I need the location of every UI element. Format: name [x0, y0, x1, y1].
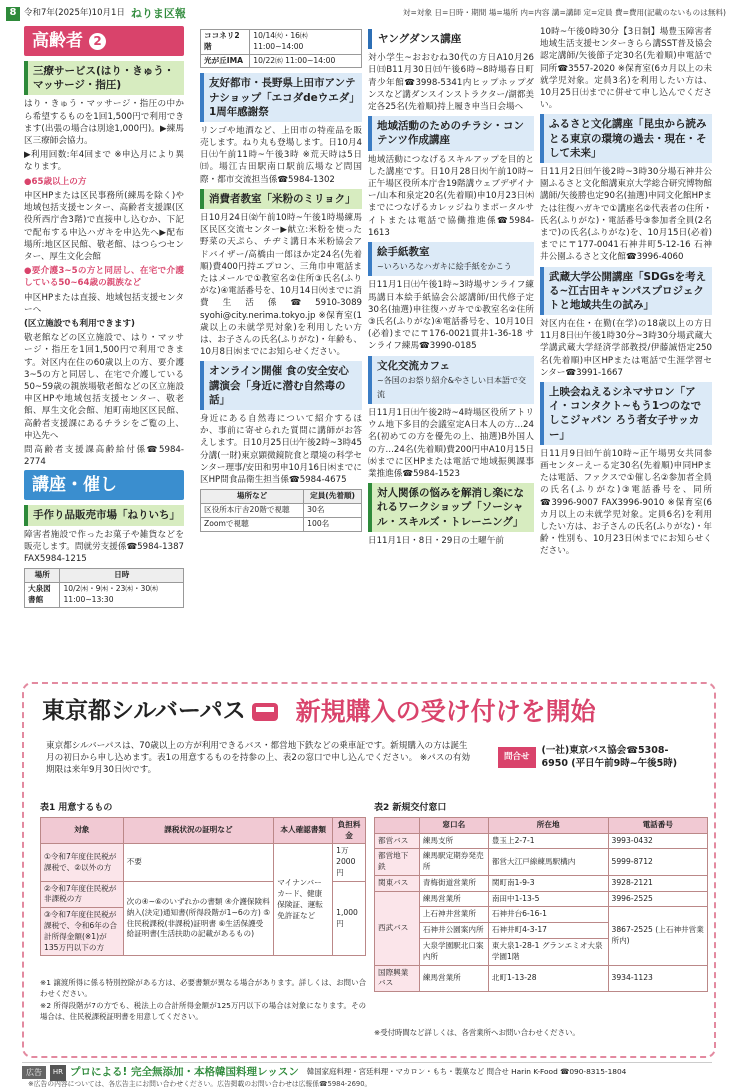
- promo-title-2: 新規購入の受け付けを開始: [295, 697, 596, 726]
- table-header: 対象: [41, 817, 124, 844]
- promo-contact: [498, 744, 692, 771]
- article-body: 10時~午後0時30分【3日制】場豊玉障害者地域生活支援センターきらら講SST普及協会認定講師/矢後節子定30名(先着順)申電話で同所☎3557-2020 ※保育室(6カ月以上の未就学児対象。定員3名)を利用したい方は、10月25日㈯までに併せて申し込んでください。: [540, 27, 712, 111]
- article-body: 身近にある自然毒について紹介するほか、事前に寄せられた質問に講師がお答えします。日10月25日㈯午後2時~3時45分講(一財)東京顕微鏡院食と環境の科学センター理事/安田和男申10月16日㈭までに区HP問食品衛生担当係☎5984-4675: [200, 414, 362, 486]
- table-header: 電話番号: [608, 817, 708, 833]
- table-header: 日時: [60, 569, 184, 583]
- table-cell: 大泉学園駅北口案内所: [419, 939, 488, 966]
- table-cell: 3928-2121: [608, 875, 708, 891]
- table-header: 場所など: [201, 490, 304, 504]
- article-title: 手作り品販売市場「ねりいち」: [24, 505, 184, 525]
- article-body: 日11月1日㈯午後1時~3時場サンライフ練馬講日本絵手紙協会公認講師/田代修子定30名(抽選)申往復ハガキで①教室名②住所③氏名(ふりがな)④電話番号を、10月10日(必着)までに〒176-0021貫井1-36-18 サンライフ練馬☎3990-0185: [368, 280, 534, 352]
- table-cell: 3993-0432: [608, 833, 708, 849]
- table-cell: 都営大江戸線練馬駅構内: [488, 849, 608, 876]
- column-2: [200, 26, 362, 537]
- table-header: 本人確認書類: [274, 817, 333, 844]
- ad-details: 韓国家庭料理・宮廷料理・マカロン・もち・製菓など 問合せ Harin K-Food ☎090-8315-1804: [306, 1067, 627, 1077]
- section-title: 高齢者: [32, 31, 83, 51]
- schedule-table: [24, 568, 184, 607]
- table-cell: 練馬支所: [419, 833, 488, 849]
- table-cell: 上石神井営業所: [419, 907, 488, 923]
- article-title: 地域活動のためのチラシ・コンテンツ作成講座: [368, 116, 534, 150]
- article-body: はり・きゅう・マッサージ・指圧の中から希望するものを1回1,500円で利用できます(出張の場合は別途1,000円)。▶練馬区三療師会協力。: [24, 99, 184, 147]
- table-cell: 1,000円: [333, 881, 366, 956]
- requirements-table: [40, 817, 366, 957]
- table-cell: 30名: [304, 504, 362, 518]
- table-header: 負担料金: [333, 817, 366, 844]
- table-cell: 区役所本庁舎20階で視聴: [201, 504, 304, 518]
- column-4: [540, 26, 712, 560]
- table-cell: ③令和7年度住民税が課税で、令和6年の合計所得金額(※1)が135万円以下の方: [41, 908, 124, 956]
- table-cell: 5999-8712: [608, 849, 708, 876]
- table-cell: Zoomで視聴: [201, 517, 304, 531]
- symbol-legend: 対=対象 日=日時・期間 場=場所 内=内容 講=講師 定=定員 費=費用(記載のないものは無料): [402, 8, 726, 18]
- table-cell: 3934-1123: [608, 965, 708, 992]
- table-cell: 3867-2525 (上石神井営業所内): [608, 907, 708, 965]
- note: ※2 所得段階が7の方でも、税法上の合計所得金額が125万円以下の場合は対象になります。その場合は、住民税課税証明書を用意してください。: [40, 1001, 366, 1021]
- promo-intro: 東京都シルバーパスは、70歳以上の方が利用できるバス・都営地下鉄などの乗車証です。新規購入の方は誕生月の初日から申し込めます。表1の用意するものを持参の上、表2の窓口で申し込んでください。 ※パスの有効期限は来年9月30日㈫です。: [46, 741, 471, 776]
- table-cell: 国際興業バス: [375, 965, 420, 992]
- promo-title: 東京都シルバーパス: [42, 698, 246, 725]
- article-title: 武蔵大学公開講座「SDGsを考える~江古田キャンパスプロジェクトと地域共生の試み」: [540, 267, 712, 316]
- table-header: 課税状況の証明など: [123, 817, 274, 844]
- table-1: [40, 802, 366, 956]
- article-title: 対人関係の悩みを解消し楽になれるワークショップ「ソーシャル・スキルズ・トレーニング」: [368, 483, 534, 532]
- section-number: 2: [89, 33, 106, 50]
- article-title: [368, 242, 534, 276]
- table-cell: 次の④~⑥のいずれかの書類 ④介護保険料納入(決定)通知書(所得段階が1~6の方) ⑤住民税課税(非課税)証明書 ⑥生活保護受給証明書(生活扶助の記載があるもの): [123, 881, 274, 956]
- table-cell: 豊玉上2-7-1: [488, 833, 608, 849]
- table-header: 窓口名: [419, 817, 488, 833]
- article-body: 申区HPまたは区民事務所(練馬を除く)や地域包括支援センター、高齢者支援課(区役所西庁舎3階)で直接申し込むか、下記で配布する申込ハガキを申込先へ▶配布場所:地区区民館、敬老館、はつらつセンター、厚生文化会館: [24, 190, 184, 262]
- sub-heading: (区立施設でも利用できます): [24, 318, 135, 329]
- table-cell: 都営バス: [375, 833, 420, 849]
- table-cell: 関町南1-9-3: [488, 875, 608, 891]
- title-text: 文化交流カフェ: [377, 359, 450, 372]
- bus-icon: [252, 703, 278, 721]
- table-cell: 北町1-13-28: [488, 965, 608, 992]
- column-3: [368, 26, 534, 549]
- table-cell: ①令和7年度住民税が課税で、②以外の方: [41, 844, 124, 881]
- table-cell: 関東バス: [375, 875, 420, 891]
- table-cell: 練馬営業所: [419, 965, 488, 992]
- article-body: 敬老館などの区立施設で、はり・マッサージ・指圧を1回1,500円で利用できます。対区内在住の60歳以上の方、要介護3~5の方と同居し、在宅で介護している50~59歳の親族場敬老館などの区立施設申区HPや地域包括支援センター、敬老館、厚生文化会館、旭町南地区区民館、高齢者支援課にあるチラシをご覧の上、申込先へ: [24, 333, 184, 441]
- table-cell: 練馬駅定期券発売所: [419, 849, 488, 876]
- section-banner-seniors: [24, 26, 184, 56]
- article-body: 日11月9日㈰午前10時~正午場男女共同参画センターえーる定30名(先着順)申同HPまたは電話、ファクスで①催し名②参加者全員の氏名(ふりがな)③電話番号を、同所☎3996-9007 FAX3996-9010 ※保育室(6カ月以上の未就学児対象。定員6名)を利用したい方は、お子さんの氏名(ふりがな)・年齢・性別も、10月23日㈭までにお知らせください。: [540, 448, 712, 557]
- table-header: 所在地: [488, 817, 608, 833]
- article-title: オンライン開催 食の安全安心講演会「身近に潜む自然毒の話」: [200, 361, 362, 410]
- article-body: 日11月1日㈯午後2時~4時場区役所アトリウム地下多目的会議室定A日本人の方…24名(初めての方を優先の上、抽選)B外国人の方…24名(先着順)費200円申A10月15日㈬までに区HPまたは電話で地域振興課事業推進係☎5984-1523: [368, 408, 534, 480]
- article-body: 日10月24日㈮午前10時~午後1時場練馬区民区交流センター▶献立:米粉を使った野菜の天ぷら、チヂミ講日本米粉協会アドバイザー/高橋由一郎ほか定24名(先着順)費400円持エプロン、三角巾申電話またはメールで①教室名②住所③氏名(ふりがな)④電話番号を、10月14日㈫までに消費生活係☎5910-3089 syohi@city.nerima.tokyo.jp ※保育室(1歳以上の未就学児対象)を利用したい方は、お子さんの氏名(ふりがな)・年齢も、10月8日㈬までにお知らせください。: [200, 213, 362, 358]
- article-title: 三療サービス(はり・きゅう・マッサージ・指圧): [24, 61, 184, 95]
- article-title: ふるさと文化講座「昆虫から読みとる東京の環境の過去・現在・そして未来」: [540, 114, 712, 163]
- table-cell: 不要: [123, 844, 274, 881]
- note: ※1 譲渡所得に係る特別控除がある方は、必要書類が異なる場合があります。詳しくは、お問い合わせください。: [40, 978, 366, 998]
- advertiser-logo-icon: HR: [50, 1065, 66, 1081]
- issue-date: 令和7年(2025年)10月1日: [24, 8, 125, 19]
- table-cell: 石神井町4-3-17: [488, 923, 608, 939]
- table-2: [374, 802, 708, 992]
- publication-name: ねりま区報: [130, 6, 186, 20]
- table-cell: マイナンバーカード、健康保険証、運転免許証など: [274, 844, 333, 956]
- target-heading: ●65歳以上の方: [24, 176, 87, 187]
- article-body: リンゴや地酒など、上田市の特産品を販売します。ねり丸も登場します。日10月4日㈯午前11時~午後3時 ※荒天時は5日㈰。場江古田駅南口駅前広場など問国際・都市交流担当係☎5984-1302: [200, 125, 362, 185]
- table-cell: 東大泉1-28-1 グランエミオ大泉学園1階: [488, 939, 608, 966]
- article-title: 消費者教室「米粉のミリョク」: [200, 189, 362, 209]
- contact-info: 問高齢者支援課高齢給付係☎5984-2774: [24, 444, 184, 468]
- subtitle-text: ~各国のお祭り紹介&やさしい日本語で交流: [377, 375, 526, 399]
- article-body: 地域活動につなげるスキルアップを目的とした講座です。日10月28日㈫午前10時~正午場区役所本庁舎19階講ウェブデザイナー/山本和泉定20名(先着順)申10月23日㈭までにつなげるカレッジねりまポータルサイトまたは電話で協働推進係☎5984-1613: [368, 154, 534, 238]
- table-cell: ココネリ2階: [201, 30, 250, 55]
- article-body: 対区内在住・在勤(在学)の18歳以上の方日11月8日㈯午後1時30分~3時30分場武蔵大学講武蔵大学経済学部教授/伊藤誠悟定250名(先着順)申区HPまたは電話で生涯学習センター☎3991-1667: [540, 319, 712, 378]
- venue-table: [200, 489, 362, 531]
- table-cell: 練馬営業所: [419, 891, 488, 907]
- target-heading: ●要介護3~5の方と同居し、在宅で介護している50~64歳の親族など: [24, 266, 184, 289]
- silver-pass-box: [22, 682, 716, 1058]
- article-body: 日11月1日・8日・29日の土曜午前: [368, 535, 504, 546]
- table-cell: ②令和7年度住民税が非課税の方: [41, 881, 124, 908]
- article-body: 日11月2日㈰午後2時~3時30分場石神井公園ふるさと文化館講東京大学総合研究博物館講師/矢後勝也定90名(抽選)申同文化館HPまたは往復ハガキで①講座名②代表者の住所・氏名(ふりがな)・電話番号③参加者全員(2名まで)の氏名(ふりがな)を、10月15日(必着)までに〒177-0041石神井町5-12-16 石神井公園ふるさと文化館☎3996-4060: [540, 166, 712, 263]
- article-body: 申区HPまたは直接、地域包括支援センターへ: [24, 292, 184, 315]
- table-cell: 10/2㈭・9㈭・23㈭・30㈭ 11:00~13:30: [60, 583, 184, 608]
- table-cell: 都営地下鉄: [375, 849, 420, 876]
- table-cell: 1万2000円: [333, 844, 366, 881]
- page-number: 8: [6, 7, 20, 21]
- table-caption: 表1 用意するもの: [40, 803, 113, 813]
- title-text: 絵手紙教室: [377, 245, 430, 258]
- table-cell: 10/14㈫・16㈭ 11:00~14:00: [250, 30, 362, 55]
- article-title: [368, 356, 534, 405]
- section-banner-courses: [24, 470, 184, 500]
- table-2-note: ※受付時間など詳しくは、各営業所へお問い合わせください。: [374, 1028, 580, 1037]
- table-header: 場所: [25, 569, 60, 583]
- table-cell: 10/22㈬ 11:00~14:00: [250, 54, 362, 68]
- article-body: 障害者施設で作ったお菓子や雑貨などを販売します。問就労支援係☎5984-1387 FAX5984-1215: [24, 529, 184, 565]
- table-1-notes: [40, 978, 366, 1024]
- advertisement: [22, 1062, 712, 1082]
- section-title: 講座・催し: [32, 475, 117, 496]
- table-cell: 青梅街道営業所: [419, 875, 488, 891]
- contact-tag: 問合せ: [498, 747, 536, 767]
- table-cell: 石神井公園案内所: [419, 923, 488, 939]
- table-cell: 光が丘IMA: [201, 54, 250, 68]
- ad-headline: プロによる! 完全無添加・本格韓国料理レッスン: [70, 1066, 299, 1079]
- table-cell: 100名: [304, 517, 362, 531]
- article-title: 友好都市・長野県上田市アンテナショップ「エコダdeウエダ」1周年感謝祭: [200, 73, 362, 122]
- article-title: ヤングダンス講座: [368, 29, 534, 49]
- promo-heading: [42, 694, 596, 730]
- footer-note: ※広告の内容については、各広告主にお問い合わせください。広告掲載のお問い合わせは広報係☎5984-2690。: [28, 1080, 372, 1088]
- table-cell: 大泉図書館: [25, 583, 60, 608]
- counters-table: [374, 817, 708, 992]
- page-header: [6, 5, 726, 22]
- article-body: 対小学生~おおむね30代の方日A10月26日㈰B11月30日㈰午後6時~8時場春日町青少年館☎3998-5341内ヒップホップダンスなど講ダンスインストラクター/湖都美定各25名(先着順)持上履き申当日会場へ: [368, 53, 534, 112]
- table-header: 定員(先着順): [304, 490, 362, 504]
- schedule-table-continued: [200, 29, 362, 68]
- contact-text: (一社)東京バス協会☎5308-6950 (平日午前9時~午後5時): [541, 745, 678, 770]
- table-cell: 南田中1-13-5: [488, 891, 608, 907]
- table-caption: 表2 新規交付窓口: [374, 803, 447, 813]
- ad-tag: 広告: [22, 1066, 46, 1079]
- table-header: [375, 817, 420, 833]
- article-body: ▶利用回数:年4回まで ※申込月により異なります。: [24, 150, 184, 173]
- column-1: [24, 26, 184, 613]
- table-cell: 石神井台6-16-1: [488, 907, 608, 923]
- subtitle-text: ~いろいろなハガキに絵手紙をかこう: [377, 262, 512, 272]
- table-cell: 西武バス: [375, 891, 420, 965]
- article-title: 上映会ねえるシネマサロン「アイ・コンタクト~もう1つのなでしこジャパン ろう者女子サッカー」: [540, 382, 712, 445]
- table-cell: 3996-2525: [608, 891, 708, 907]
